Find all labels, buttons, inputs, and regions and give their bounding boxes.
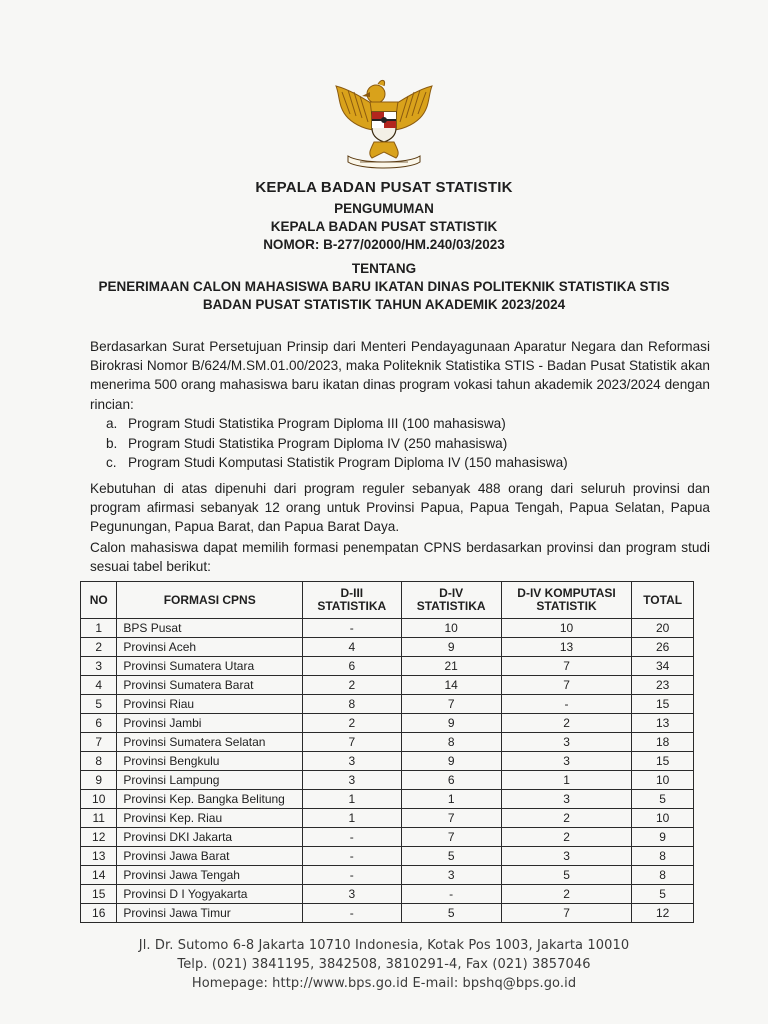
table-cell: 10 — [501, 619, 632, 638]
table-header-row — [81, 582, 694, 619]
table-cell: 3 — [303, 771, 402, 790]
table-cell: 13 — [81, 847, 117, 866]
table-cell: 1 — [401, 790, 501, 809]
table-cell: 7 — [401, 828, 501, 847]
intro-paragraph: Berdasarkan Surat Persetujuan Prinsip dari Menteri Pendayagunaan Aparatur Negara dan Reformasi Birokrasi Nomor B/624/M.SM.01.00/2023, maka Politeknik Statistika STIS - Badan Pusat Statistik akan menerima 500 orang mahasiswa baru ikatan dinas program vokasi tahun akademik 2023/2024 dengan rincian: — [90, 339, 710, 412]
table-cell: BPS Pusat — [117, 619, 303, 638]
table-cell: 5 — [401, 904, 501, 923]
table-intro-paragraph: Calon mahasiswa dapat memilih formasi penempatan CPNS berdasarkan provinsi dan program studi sesuai tabel berikut: — [90, 540, 710, 575]
table-cell: 2 — [501, 885, 632, 904]
table-cell: 3 — [501, 790, 632, 809]
table-cell: 7 — [501, 657, 632, 676]
table-cell: 7 — [401, 809, 501, 828]
table-body — [81, 619, 694, 923]
table-cell: - — [401, 885, 501, 904]
table-row — [81, 885, 694, 904]
table-cell: Provinsi Jawa Barat — [117, 847, 303, 866]
table-cell: 9 — [81, 771, 117, 790]
table-cell: 18 — [632, 733, 694, 752]
table-cell: 11 — [81, 809, 117, 828]
table-cell: 8 — [303, 695, 402, 714]
list-item: c. Program Studi Komputasi Statistik Program Diploma IV (150 mahasiswa) — [106, 455, 568, 470]
table-cell: 13 — [501, 638, 632, 657]
table-cell: 7 — [401, 695, 501, 714]
table-cell: Provinsi Kep. Riau — [117, 809, 303, 828]
formation-table — [80, 581, 694, 923]
table-cell: 13 — [632, 714, 694, 733]
table-cell: 15 — [632, 695, 694, 714]
table-cell: 3 — [81, 657, 117, 676]
table-cell: - — [501, 695, 632, 714]
table-cell: 4 — [81, 676, 117, 695]
table-cell: Provinsi D I Yogyakarta — [117, 885, 303, 904]
table-cell: 5 — [632, 790, 694, 809]
announcement-about: TENTANG — [351, 261, 417, 276]
table-cell: - — [303, 847, 402, 866]
table-row — [81, 790, 694, 809]
footer-phone: Telp. (021) 3841195, 3842508, 3810291-4, Fax (021) 3857046 — [177, 957, 591, 972]
program-list — [106, 414, 568, 473]
table-cell: Provinsi Jawa Timur — [117, 904, 303, 923]
table-row — [81, 904, 694, 923]
table-row — [81, 809, 694, 828]
table-row — [81, 828, 694, 847]
table-cell: 1 — [303, 790, 402, 809]
table-cell: 14 — [401, 676, 501, 695]
table-cell: Provinsi Jawa Tengah — [117, 866, 303, 885]
table-cell: 8 — [81, 752, 117, 771]
table-cell: 9 — [632, 828, 694, 847]
announcement-subject-2: BADAN PUSAT STATISTIK TAHUN AKADEMIK 2023/2024 — [202, 297, 566, 312]
table-cell: 5 — [401, 847, 501, 866]
table-cell: 1 — [303, 809, 402, 828]
table-cell: 12 — [81, 828, 117, 847]
table-cell: Provinsi Kep. Bangka Belitung — [117, 790, 303, 809]
table-row — [81, 714, 694, 733]
table-cell: 7 — [81, 733, 117, 752]
quota-paragraph: Kebutuhan di atas dipenuhi dari program reguler sebanyak 488 orang dari seluruh provinsi dan program afirmasi sebanyak 12 orang untuk Provinsi Papua, Papua Tengah, Papua Selatan, Papua Pegunungan, Papua Barat, dan Papua Barat Daya. — [90, 481, 710, 535]
table-cell: 21 — [401, 657, 501, 676]
col-d4-komputasi: D-IV KOMPUTASI STATISTIK — [501, 582, 632, 619]
garuda-emblem — [330, 72, 438, 172]
table-cell: 9 — [401, 752, 501, 771]
table-cell: 3 — [501, 752, 632, 771]
list-item: a. Program Studi Statistika Program Diploma III (100 mahasiswa) — [106, 416, 506, 431]
col-d3: D-III STATISTIKA — [303, 582, 402, 619]
table-cell: Provinsi Riau — [117, 695, 303, 714]
table-cell: 26 — [632, 638, 694, 657]
table-cell: 9 — [401, 638, 501, 657]
table-cell: 3 — [501, 847, 632, 866]
footer-address: Jl. Dr. Sutomo 6-8 Jakarta 10710 Indonesia, Kotak Pos 1003, Jakarta 10010 — [138, 938, 630, 953]
table-cell: 1 — [501, 771, 632, 790]
table-cell: 3 — [303, 752, 402, 771]
table-cell: Provinsi Jambi — [117, 714, 303, 733]
table-cell: 23 — [632, 676, 694, 695]
table-cell: 8 — [632, 847, 694, 866]
table-cell: 5 — [501, 866, 632, 885]
list-item: b. Program Studi Statistika Program Diploma IV (250 mahasiswa) — [106, 435, 508, 451]
table-cell: - — [303, 904, 402, 923]
table-cell: - — [303, 866, 402, 885]
table-cell: 16 — [81, 904, 117, 923]
table-cell: Provinsi Sumatera Utara — [117, 657, 303, 676]
announcement-issuer: KEPALA BADAN PUSAT STATISTIK — [270, 219, 498, 234]
table-cell: 34 — [632, 657, 694, 676]
announcement-number: NOMOR: B-277/02000/HM.240/03/2023 — [263, 237, 505, 252]
table-row — [81, 866, 694, 885]
col-no: NO — [81, 582, 117, 619]
table-row — [81, 733, 694, 752]
table-row — [81, 695, 694, 714]
table-row — [81, 638, 694, 657]
table-cell: Provinsi Aceh — [117, 638, 303, 657]
table-cell: 5 — [632, 885, 694, 904]
table-cell: 3 — [401, 866, 501, 885]
table-cell: 2 — [81, 638, 117, 657]
table-cell: 3 — [303, 885, 402, 904]
table-cell: 10 — [81, 790, 117, 809]
table-cell: 15 — [632, 752, 694, 771]
table-row — [81, 657, 694, 676]
table-cell: 1 — [81, 619, 117, 638]
col-formasi: FORMASI CPNS — [117, 582, 303, 619]
col-d4: D-IV STATISTIKA — [401, 582, 501, 619]
table-cell: 10 — [632, 771, 694, 790]
table-cell: 10 — [401, 619, 501, 638]
footer-web: Homepage: http://www.bps.go.id E-mail: bpshq@bps.go.id — [191, 976, 577, 991]
table-cell: 4 — [303, 638, 402, 657]
table-cell: 10 — [632, 809, 694, 828]
table-cell: 7 — [303, 733, 402, 752]
announcement-title: PENGUMUMAN — [334, 201, 434, 216]
table-row — [81, 619, 694, 638]
table-row — [81, 847, 694, 866]
table-cell: Provinsi Sumatera Selatan — [117, 733, 303, 752]
table-cell: - — [303, 828, 402, 847]
table-cell: 2 — [501, 714, 632, 733]
table-cell: 6 — [303, 657, 402, 676]
table-cell: Provinsi Lampung — [117, 771, 303, 790]
table-cell: Provinsi Bengkulu — [117, 752, 303, 771]
col-total: TOTAL — [632, 582, 694, 619]
announcement-subject-1: PENERIMAAN CALON MAHASISWA BARU IKATAN DINAS POLITEKNIK STATISTIKA STIS — [98, 279, 670, 294]
table-cell: - — [303, 619, 402, 638]
table-cell: 2 — [303, 714, 402, 733]
table-cell: 8 — [401, 733, 501, 752]
table-cell: 14 — [81, 866, 117, 885]
org-heading: KEPALA BADAN PUSAT STATISTIK — [255, 179, 513, 196]
table-cell: 20 — [632, 619, 694, 638]
table-row — [81, 771, 694, 790]
table-cell: Provinsi Sumatera Barat — [117, 676, 303, 695]
table-row — [81, 676, 694, 695]
table-cell: 6 — [81, 714, 117, 733]
table-cell: 8 — [632, 866, 694, 885]
table-cell: 2 — [303, 676, 402, 695]
table-cell: 15 — [81, 885, 117, 904]
table-cell: 7 — [501, 904, 632, 923]
table-cell: 2 — [501, 809, 632, 828]
table-row — [81, 752, 694, 771]
table-cell: 12 — [632, 904, 694, 923]
table-cell: 5 — [81, 695, 117, 714]
table-cell: 3 — [501, 733, 632, 752]
table-cell: Provinsi DKI Jakarta — [117, 828, 303, 847]
table-cell: 9 — [401, 714, 501, 733]
table-cell: 7 — [501, 676, 632, 695]
table-cell: 6 — [401, 771, 501, 790]
table-cell: 2 — [501, 828, 632, 847]
